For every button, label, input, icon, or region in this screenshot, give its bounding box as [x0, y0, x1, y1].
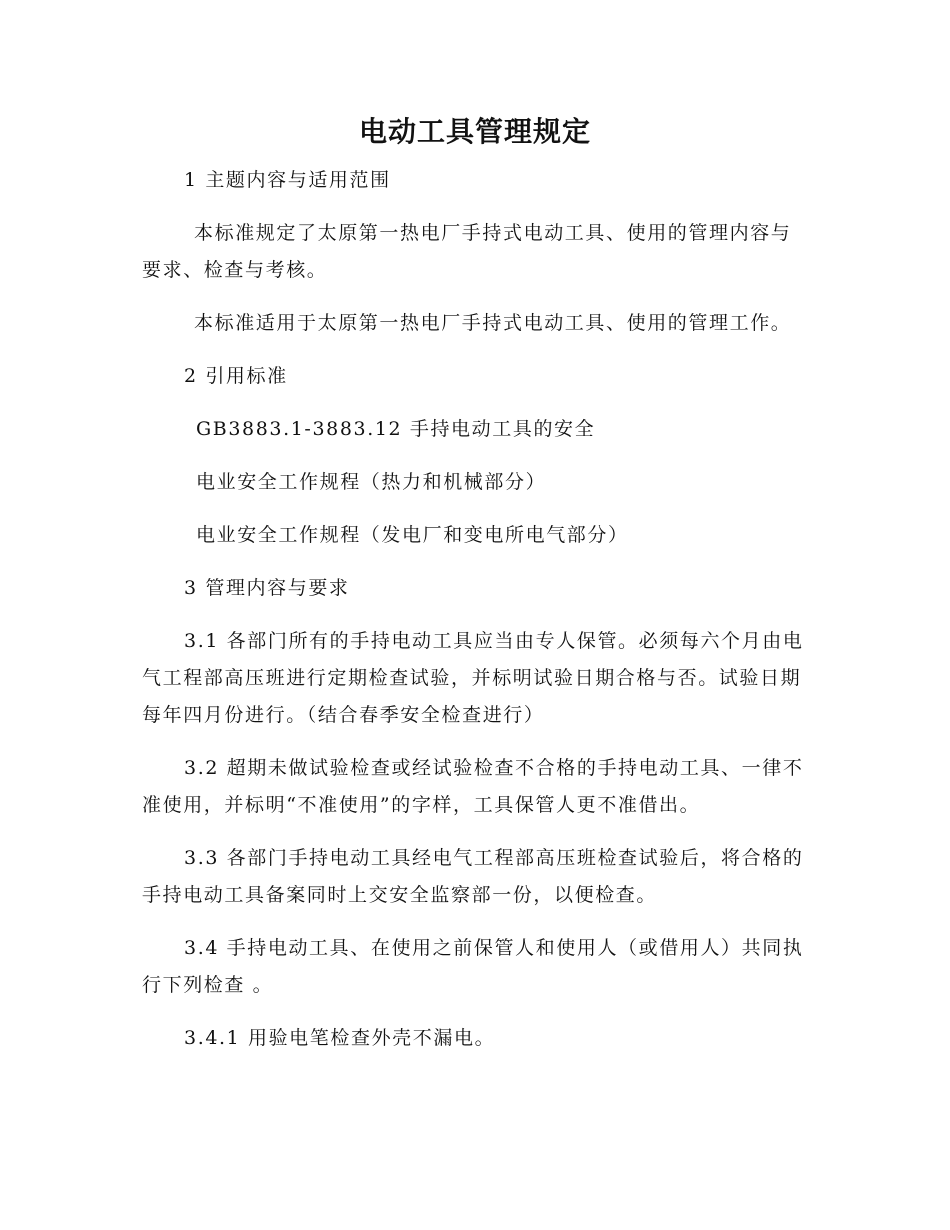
document-title: 电动工具管理规定 — [358, 115, 591, 148]
clause-3-2: 3.2 超期未做试验检查或经试验检查不合格的手持电动工具、一律不准使用，并标明“不准使用”的字样，工具保管人更不准借出。 — [142, 757, 804, 816]
clause-3-3: 3.3 各部门手持电动工具经电气工程部高压班检查试验后，将合格的手持电动工具备案同时上交安全监察部一份，以便检查。 — [142, 847, 804, 906]
reference-safety-rules-thermal: 电业安全工作规程（热力和机械部分） — [196, 471, 547, 493]
reference-safety-rules-electrical: 电业安全工作规程（发电厂和变电所电气部分） — [196, 524, 629, 546]
document-body — [142, 162, 810, 1073]
clause-3-4: 3.4 手持电动工具、在使用之前保管人和使用人（或借用人）共同执行下列检查 。 — [142, 937, 804, 996]
section-heading-2: 2 引用标准 — [184, 365, 288, 387]
reference-standard-gb3883: GB3883.1-3883.12 手持电动工具的安全 — [196, 418, 596, 440]
paragraph-scope: 本标准规定了太原第一热电厂手持式电动工具、使用的管理内容与要求、检查与考核。 — [142, 222, 792, 281]
section-heading-1: 1 主题内容与适用范围 — [184, 169, 391, 191]
clause-3-4-1: 3.4.1 用验电笔检查外壳不漏电。 — [184, 1027, 496, 1049]
paragraph-applicability: 本标准适用于太原第一热电厂手持式电动工具、使用的管理工作。 — [194, 312, 792, 334]
section-heading-3: 3 管理内容与要求 — [184, 577, 350, 599]
clause-3-1: 3.1 各部门所有的手持电动工具应当由专人保管。必须每六个月由电气工程部高压班进行定期检查试验，并标明试验日期合格与否。试验日期每年四月份进行。（结合春季安全检查进行） — [142, 630, 804, 726]
